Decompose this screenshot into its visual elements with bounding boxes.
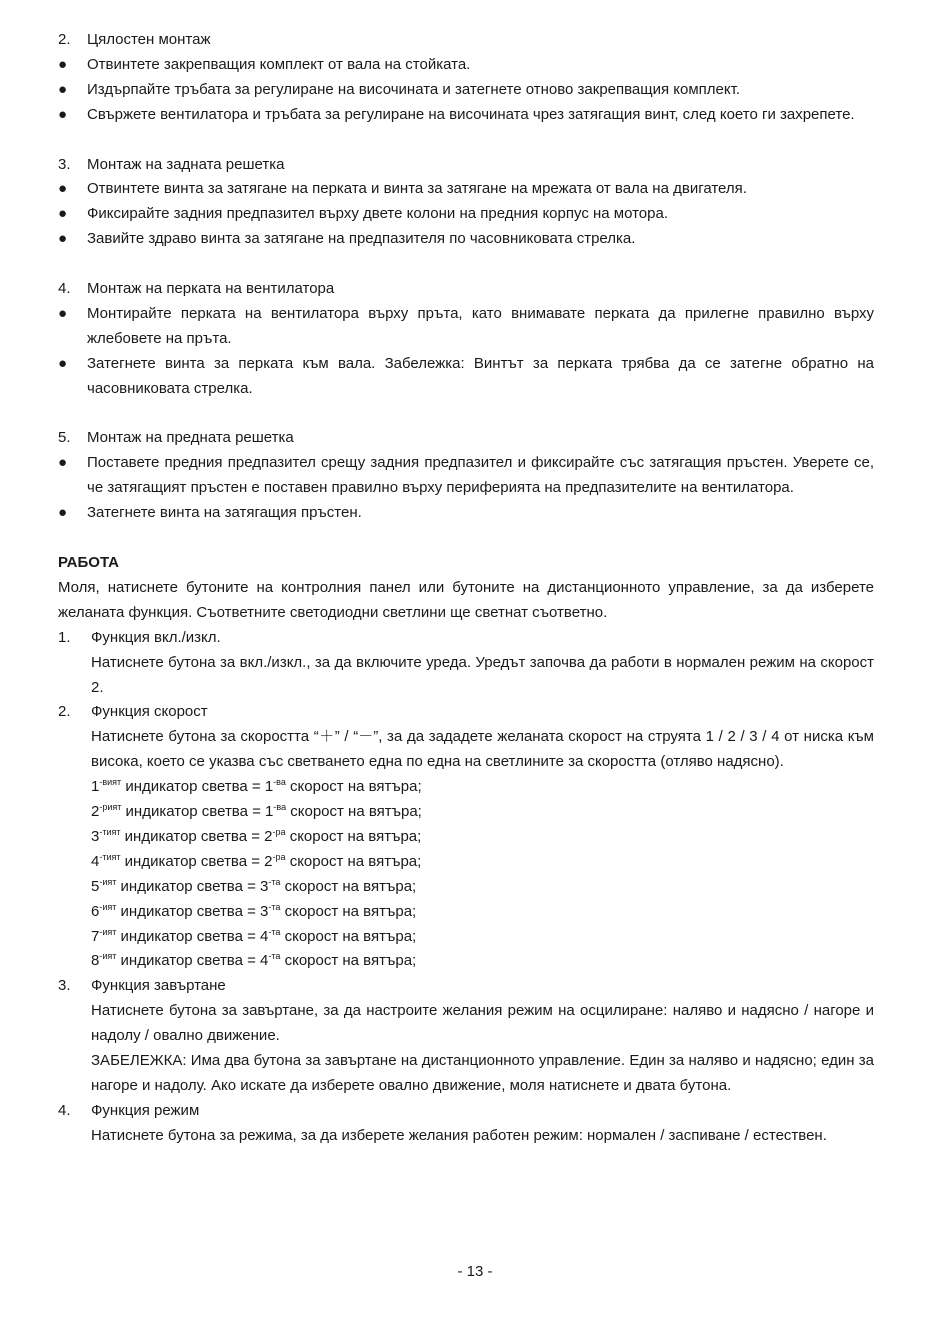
bullet-icon: ● [58,304,68,322]
function-number: 3. [58,977,71,995]
list-item [58,302,874,352]
function-description: Натиснете бутона за завъртане, за да настроите желания режим на осцилиране: наляво и надясно / нагоре и надолу / овално движение. [91,1002,874,1045]
section-number: 2. [58,31,71,48]
function-title [58,626,874,651]
section-title-text: Монтаж на предната решетка [87,429,294,447]
speed-indicator-line: $2^{-рият}$ индикатор светва = $1^{-ва}$ скорост на вятъра; [91,802,422,821]
bullet-icon: ● [58,230,68,248]
function-title [58,1099,874,1124]
page-content [58,28,874,1149]
list-item-text: Фиксирайте задния предпазител върху двете колони на предния корпус на мотора. [87,205,669,223]
section-title-text: Монтаж на задната решетка [87,155,285,173]
section-title-text: Монтаж на перката на вентилатора [87,280,335,298]
section-number: 5. [58,429,71,447]
section-title-text: Цялостен монтаж [87,31,211,48]
bullet-icon: ● [58,504,68,522]
list-item-text: Завийте здраво винта за затягане на предпазителя по часовниковата стрелка. [87,230,636,248]
bullet-icon: ● [58,354,68,372]
operation-intro: Моля, натиснете бутоните на контролния панел или бутоните на дистанционното управление, за да изберете желаната функция. Съответните светодиодни светлини ще светнат съответно. [58,578,874,621]
operation-heading: РАБОТА [58,553,120,571]
bullet-icon: ● [58,105,68,123]
function-title [58,974,874,999]
list-item [58,451,874,501]
list-item [58,78,874,103]
bullet-icon: ● [58,205,68,223]
page-number: - 13 - [457,1263,493,1280]
speed-indicator-line: $5^{-ият}$ индикатор светва = $3^{-та}$ скорост на вятъра; [91,876,417,895]
list-item-text: Поставете предния предпазител срещу задния предпазител и фиксирайте със затягащия пръстен. Уверете се, че затягащият пръстен е поставен правилно върху периферията на предпазителите на вентилатора. [87,454,874,497]
list-item [58,501,874,526]
list-item [58,53,874,78]
bullet-icon: ● [58,454,68,472]
section-number: 4. [58,280,71,298]
list-item-text: Монтирайте перката на вентилатора върху пръта, като внимавате перката да прилегне правилно върху жлебовете на пръта. [87,304,874,347]
list-item-text: Свържете вентилатора и тръбата за регулиране на височината чрез затягащия винт, след което ги захрепете. [87,105,855,123]
function-title-text: Функция режим [91,1101,200,1119]
list-item [58,103,874,128]
list-item [58,202,874,227]
list-item-text: Затегнете винта за перката към вала. Забележка: Винтът за перката трябва да се затегне обратно на часовниковата стрелка. [87,354,874,397]
section-title [58,28,874,53]
function-number: 4. [58,1101,71,1119]
list-item-text: Отвинтете винта за затягане на перката и винта за затягане на мрежата от вала на двигателя. [87,180,747,198]
section-title [58,426,874,451]
speed-indicator-line: $4^{-тият}$ индикатор светва = $2^{-ра}$ скорост на вятъра; [91,851,422,870]
function-title-text: Функция завъртане [91,977,226,995]
bullet-icon: ● [58,180,68,198]
bullet-icon: ● [58,55,68,73]
list-item-text: Издърпайте тръбата за регулиране на височината и затегнете отново закрепващия комплект. [87,80,740,98]
speed-indicator-line: $3^{-тият}$ индикатор светва = $2^{-ра}$ скорост на вятъра; [91,826,422,845]
list-item-text: Отвинтете закрепващия комплект от вала на стойката. [87,55,471,73]
function-number: 1. [58,628,71,646]
section-title [58,153,874,178]
list-item-text: Затегнете винта на затягащия пръстен. [87,504,362,522]
function-description: Натиснете бутона за вкл./изкл., за да включите уреда. Уредът започва да работи в нормален режим на скорост 2. [91,653,874,696]
function-note: ЗАБЕЛЕЖКА: Има два бутона за завъртане на дистанционното управление. Един за наляво и надясно; един за нагоре и надолу. Ако искате да изберете овално движение, моля натиснете и двата бутона. [91,1052,874,1094]
function-title [58,700,874,725]
speed-indicator-line: $7^{-ият}$ индикатор светва = $4^{-та}$ скорост на вятъра; [91,926,417,945]
list-item [58,352,874,402]
speed-indicator-line: $8^{-ият}$ индикатор светва = $4^{-та}$ скорост на вятъра; [91,951,417,970]
section-number: 3. [58,155,71,173]
section-title [58,277,874,302]
function-description: Натиснете бутона за скоростта “＋” / “－”, за да зададете желаната скорост на струята 1 / 2 / 3 / 4 от ниска към висока, което се указва със светването една по една на светлините за скоростта (отляво надясно). [91,728,874,771]
list-item [58,227,874,252]
speed-indicator-line: $6^{-ият}$ индикатор светва = $3^{-та}$ скорост на вятъра; [91,901,417,920]
speed-indicator-line: $1^{-вият}$ индикатор светва = $1^{-ва}$ скорост на вятъра; [91,777,422,796]
function-description: Натиснете бутона за режима, за да изберете желания работен режим: нормален / заспиване / естествен. [91,1126,827,1144]
bullet-icon: ● [58,80,68,98]
function-number: 2. [58,703,71,721]
function-title-text: Функция вкл./изкл. [91,628,221,646]
list-item [58,177,874,202]
function-title-text: Функция скорост [91,703,208,721]
